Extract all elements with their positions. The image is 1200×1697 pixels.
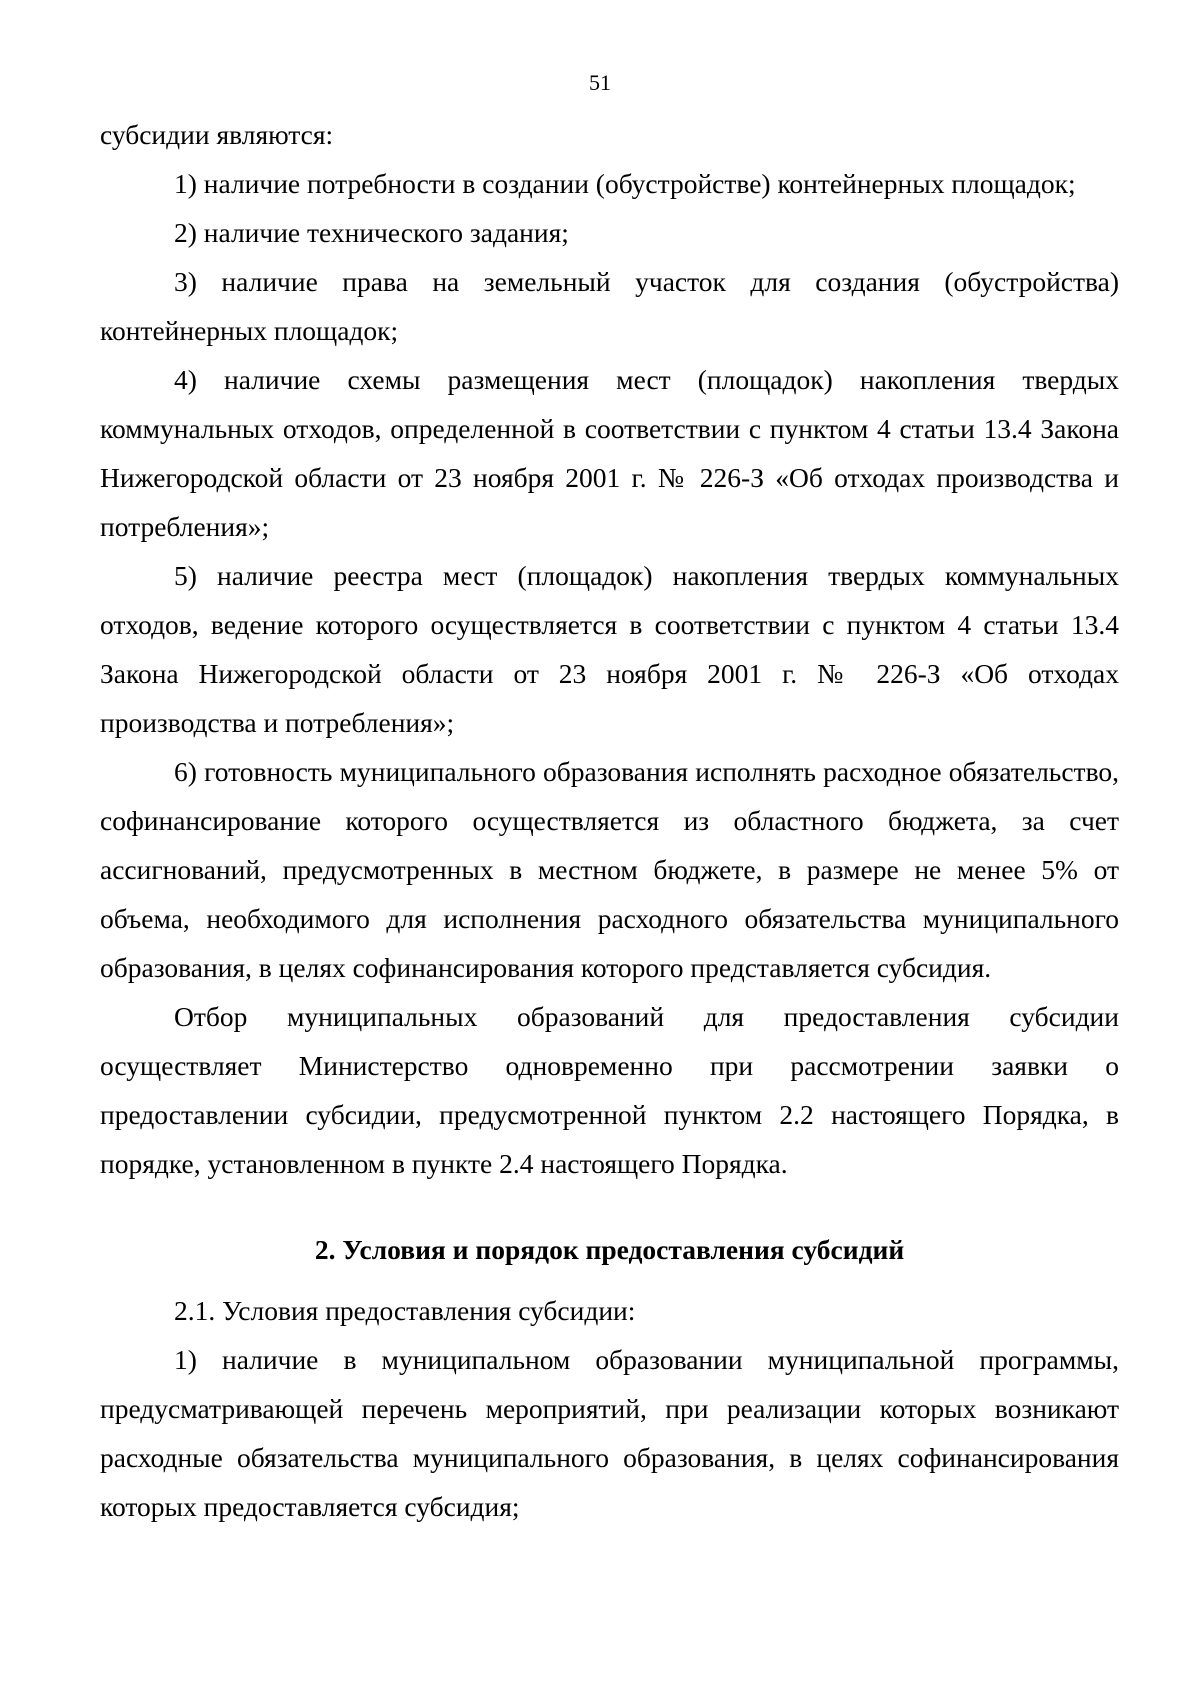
page-number: 51: [589, 70, 611, 95]
paragraph-item-2: 2) наличие технического задания;: [174, 217, 569, 248]
paragraph-item-5: 5) наличие реестра мест (площадок) накопления твердых коммунальных отходов, ведение которого осуществляется в соответствии с пунктом 4 статьи 13.4 Закона Нижегородской области от 23 ноября 2001 г. № 226-З «Об отходах производства и потребления»;: [100, 560, 1119, 738]
paragraph-item-6: 6) готовность муниципального образования исполнять расходное обязательство, софинансирование которого осуществляется из областного бюджета, за счет ассигнований, предусмотренных в местном бюджете, в размере не менее 5% от объема, необходимого для исполнения расходного обязательства муниципального образования, в целях софинансирования которого представляется субсидия.: [100, 756, 1119, 983]
paragraph-item-4: 4) наличие схемы размещения мест (площадок) накопления твердых коммунальных отходов, определенной в соответствии с пунктом 4 статьи 13.4 Закона Нижегородской области от 23 ноября 2001 г. № 226-З «Об отходах производства и потребления»;: [100, 364, 1119, 542]
paragraph-condition-1: 1) наличие в муниципальном образовании муниципальной программы, предусматривающей перечень мероприятий, при реализации которых возникают расходные обязательства муниципального образования, в целях софинансирования которых предоставляется субсидия;: [100, 1344, 1119, 1522]
section-heading: 2. Условия и порядок предоставления субсидий: [314, 1234, 905, 1265]
document-body: [100, 110, 1119, 1531]
paragraph-item-3: 3) наличие права на земельный участок для создания (обустройства) контейнерных площадок;: [100, 266, 1119, 346]
paragraph-conditions-title: 2.1. Условия предоставления субсидии:: [174, 1295, 636, 1326]
paragraph-item-1: 1) наличие потребности в создании (обустройстве) контейнерных площадок;: [174, 168, 1076, 199]
paragraph-continuation: субсидии являются:: [100, 119, 334, 150]
paragraph-selection: Отбор муниципальных образований для предоставления субсидии осуществляет Министерство одновременно при рассмотрении заявки о предоставлении субсидии, предусмотренной пунктом 2.2 настоящего Порядка, в порядке, установленном в пункте 2.4 настоящего Порядка.: [100, 1001, 1119, 1179]
